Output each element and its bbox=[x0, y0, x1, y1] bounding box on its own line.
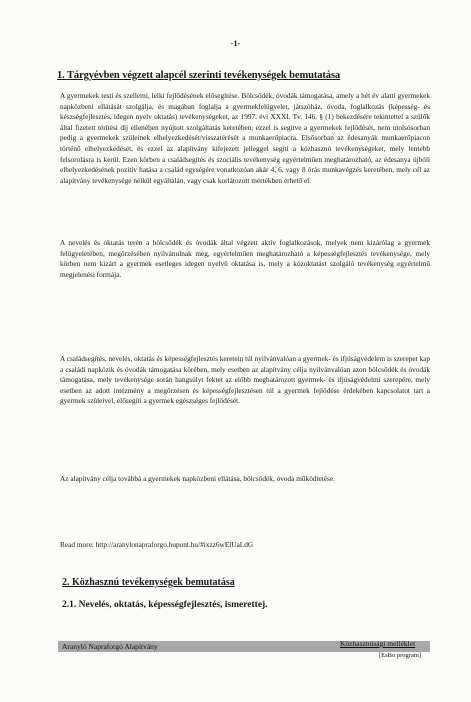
paragraph-2: A nevelés és oktatás terén a bölcsődék és óvodák által végzett aktív foglalkozások, melyek nem kizárólag a gyermek felügyeletében, megőrzésében nyilvánulnak meg, egyértelműen meghatározható a képességfejlesztés tevékenysége, mely körben nem kizárt a gyermek esetleges idegen nyelvű oktatása is, mely a közoktatást szolgáló tevékenység egyértelmű megjelenési formája. bbox=[60, 238, 430, 279]
section-1-heading: 1. Tárgyévben végzett alapcél szerinti tevékenységek bemutatása bbox=[57, 70, 341, 81]
footer-program-label: [EsBo program] bbox=[379, 652, 422, 659]
section-2-heading: 2. Közhasznú tevékenységek bemutatása bbox=[62, 577, 235, 588]
page-number: -1- bbox=[230, 38, 241, 48]
paragraph-4: Az alapítvány célja továbbá a gyermekek napközbeni ellátása, bölcsődék, óvoda működtetése. bbox=[60, 474, 335, 483]
footer-foundation-name: Aranyló Napraforgó Alapítvány bbox=[62, 642, 158, 651]
paragraph-3: A családsegítés, nevelés, oktatás és képességfejlesztés keretein túl nyilvánvalóan a gyermek- és ifjúságvédelem is szerepet kap a családi napközik és óvodák támogatása körében, mely esetben az alapítvány célja nyilvánvalóan azon bölcsődék és óvodák támogatása, mely tevékenysége során hangsúlyt fektet az előbb meghatározott gyermek- és ifjúságvédelmi szerepére, mely esetben az adott intézmény a megőrzésen és képességfejlesztésen túl a gyermek fejlődése érdekében kapcsolatot tart a gyermek szüleivel, elősegíti a gyermek egészséges fejlődését. bbox=[60, 354, 430, 406]
footer-annex-label: Közhasznúsági melléklet bbox=[340, 639, 416, 648]
subsection-2-1-heading: 2.1. Nevelés, oktatás, képességfejlesztés, ismerettej. bbox=[62, 600, 268, 610]
paragraph-1: A gyermekek testi és szellemi, lelki fejlődésének elősegítése. Bölcsődék, óvodák támogatása, amely a hét év alatti gyermekek napközbeni ellátását szolgálja, és magában foglalja a gyermekfelügyelet, játszóház, óvoda, foglalkozás (képesség- és készségfejlesztés, idegen nyelv oktatás) tevékenységeket, az 1997. évi XXXI. Tv. 146. § (1) bekezdésére tekintettel a szülők által fizetett térítési díj ellenében nyújtott szolgáltatás keretében, ezzel is segítve a gyermekek fejlődését, nem utolsósorban pedig a gyermekek szüleinek elhelyezkedését/visszatérését a munkaerőpiacra. Elsősorban az édesanyák munkaerőpiacon történő elhelyezkedését, és ezzel az alapítvány kifejezett jelleggel segíti a közhasznú tevékenységeket, mely lentebb felsorolásra is kerül. Ezen körben a családsegítés és szociális tevékenység egyértelműen meghatározható, az édesanya újbóli elhelyezkedésének pozitív hatása a család egységére vonatkozóan akár 4, 6, vagy 8 órás munkavégzés keretében, mely cél az alapítvány tevékenysége nélkül egyáltalán, vagy csak korlátozott mértékben érhető el. bbox=[60, 91, 430, 185]
read-more-link[interactable]: Read more: http://aranylonapraforgo.hupont.hu/#ixzz6wElUaLdG bbox=[60, 540, 254, 549]
